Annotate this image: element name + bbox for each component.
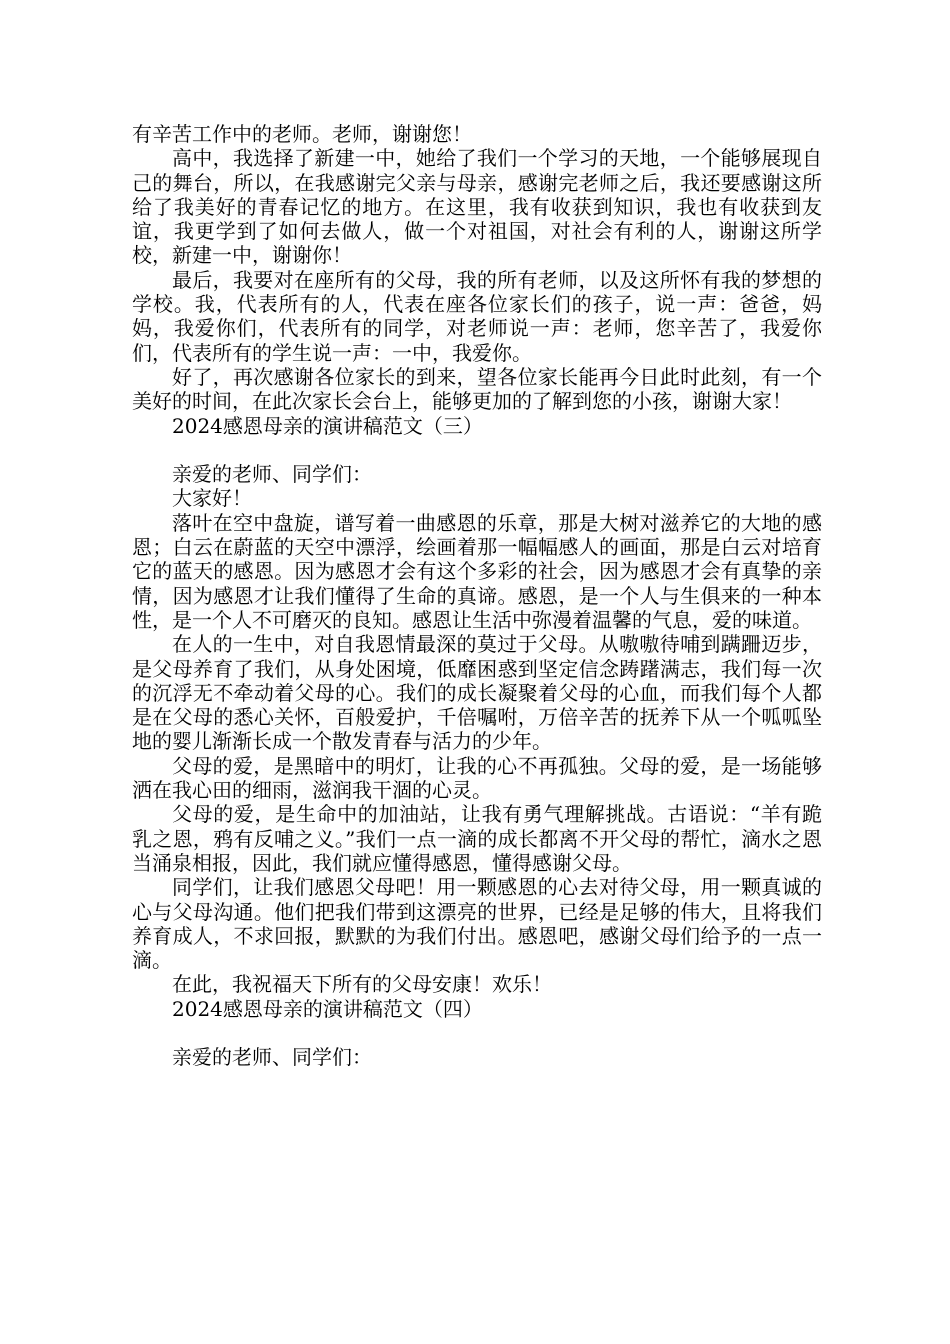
section-heading: 2024感恩母亲的演讲稿范文（四） — [172, 996, 483, 1021]
blank-line — [132, 438, 822, 462]
paragraph: 在人的一生中，对自我恩情最深的莫过于父母。从嗷嗷待哺到蹒跚迈步，是父母养育了我们，从身处困境，低靡困惑到坚定信念踌躇满志，我们每一次的沉浮无不牵动着父母的心。我们的成长凝聚着父母的心血，而我们每个人都是在父母的悉心关怀，百般爱护，千倍嘱咐，万倍辛苦的抚养下从一个呱呱坠地的婴儿渐渐长成一个散发青春与活力的少年。 — [132, 632, 822, 754]
paragraph: 在此，我祝福天下所有的父母安康！欢乐！ — [172, 972, 552, 997]
document-body — [132, 122, 822, 1070]
paragraph: 高中，我选择了新建一中，她给了我们一个学习的天地，一个能够展现自己的舞台，所以，在我感谢完父亲与母亲，感谢完老师之后，我还要感谢这所给了我美好的青春记忆的地方。在这里，我有收获到知识，我也有收获到友谊，我更学到了如何去做人，做一个对祖国，对社会有利的人，谢谢这所学校，新建一中，谢谢你！ — [132, 146, 822, 268]
section-heading: 2024感恩母亲的演讲稿范文（三） — [172, 413, 483, 438]
paragraph: 落叶在空中盘旋，谱写着一曲感恩的乐章，那是大树对滋养它的大地的感恩；白云在蔚蓝的天空中漂浮，绘画着那一幅幅感人的画面，那是白云对培育它的蓝天的感恩。因为感恩才会有这个多彩的社会，因为感恩才会有真挚的亲情，因为感恩才让我们懂得了生命的真谛。感恩，是一个人与生俱来的一种本性，是一个人不可磨灭的良知。感恩让生活中弥漫着温馨的气息，爱的味道。 — [132, 510, 822, 632]
paragraph: 父母的爱，是黑暗中的明灯，让我的心不再孤独。父母的爱，是一场能够洒在我心田的细雨，滋润我干涸的心灵。 — [132, 753, 822, 803]
paragraph: 最后，我要对在座所有的父母，我的所有老师，以及这所怀有我的梦想的学校。我，代表所有的人，代表在座各位家长们的孩子，说一声：爸爸，妈妈，我爱你们，代表所有的同学，对老师说一声：老师，您辛苦了，我爱你们，代表所有的学生说一声：一中，我爱你。 — [132, 267, 822, 365]
paragraph-continuation: 有辛苦工作中的老师。老师，谢谢您！ — [132, 122, 472, 146]
greeting: 大家好！ — [172, 486, 252, 511]
paragraph: 好了，再次感谢各位家长的到来，望各位家长能再今日此时此刻，有一个美好的时间，在此次家长会台上，能够更加的了解到您的小孩，谢谢大家！ — [132, 364, 822, 414]
salutation: 亲爱的老师、同学们： — [172, 1045, 372, 1070]
paragraph: 同学们，让我们感恩父母吧！用一颗感恩的心去对待父母，用一颗真诚的心与父母沟通。他们把我们带到这漂亮的世界，已经是足够的伟大，且将我们养育成人，不求回报，默默的为我们付出。感恩吧，感谢父母们给予的一点一滴。 — [132, 875, 822, 973]
salutation: 亲爱的老师、同学们： — [172, 462, 372, 487]
paragraph: 父母的爱，是生命中的加油站，让我有勇气理解挑战。古语说：“羊有跪乳之恩，鸦有反哺之义。”我们一点一滴的成长都离不开父母的帮忙，滴水之恩当涌泉相报，因此，我们就应懂得感恩，懂得感谢父母。 — [132, 802, 822, 875]
blank-line — [132, 1021, 822, 1045]
